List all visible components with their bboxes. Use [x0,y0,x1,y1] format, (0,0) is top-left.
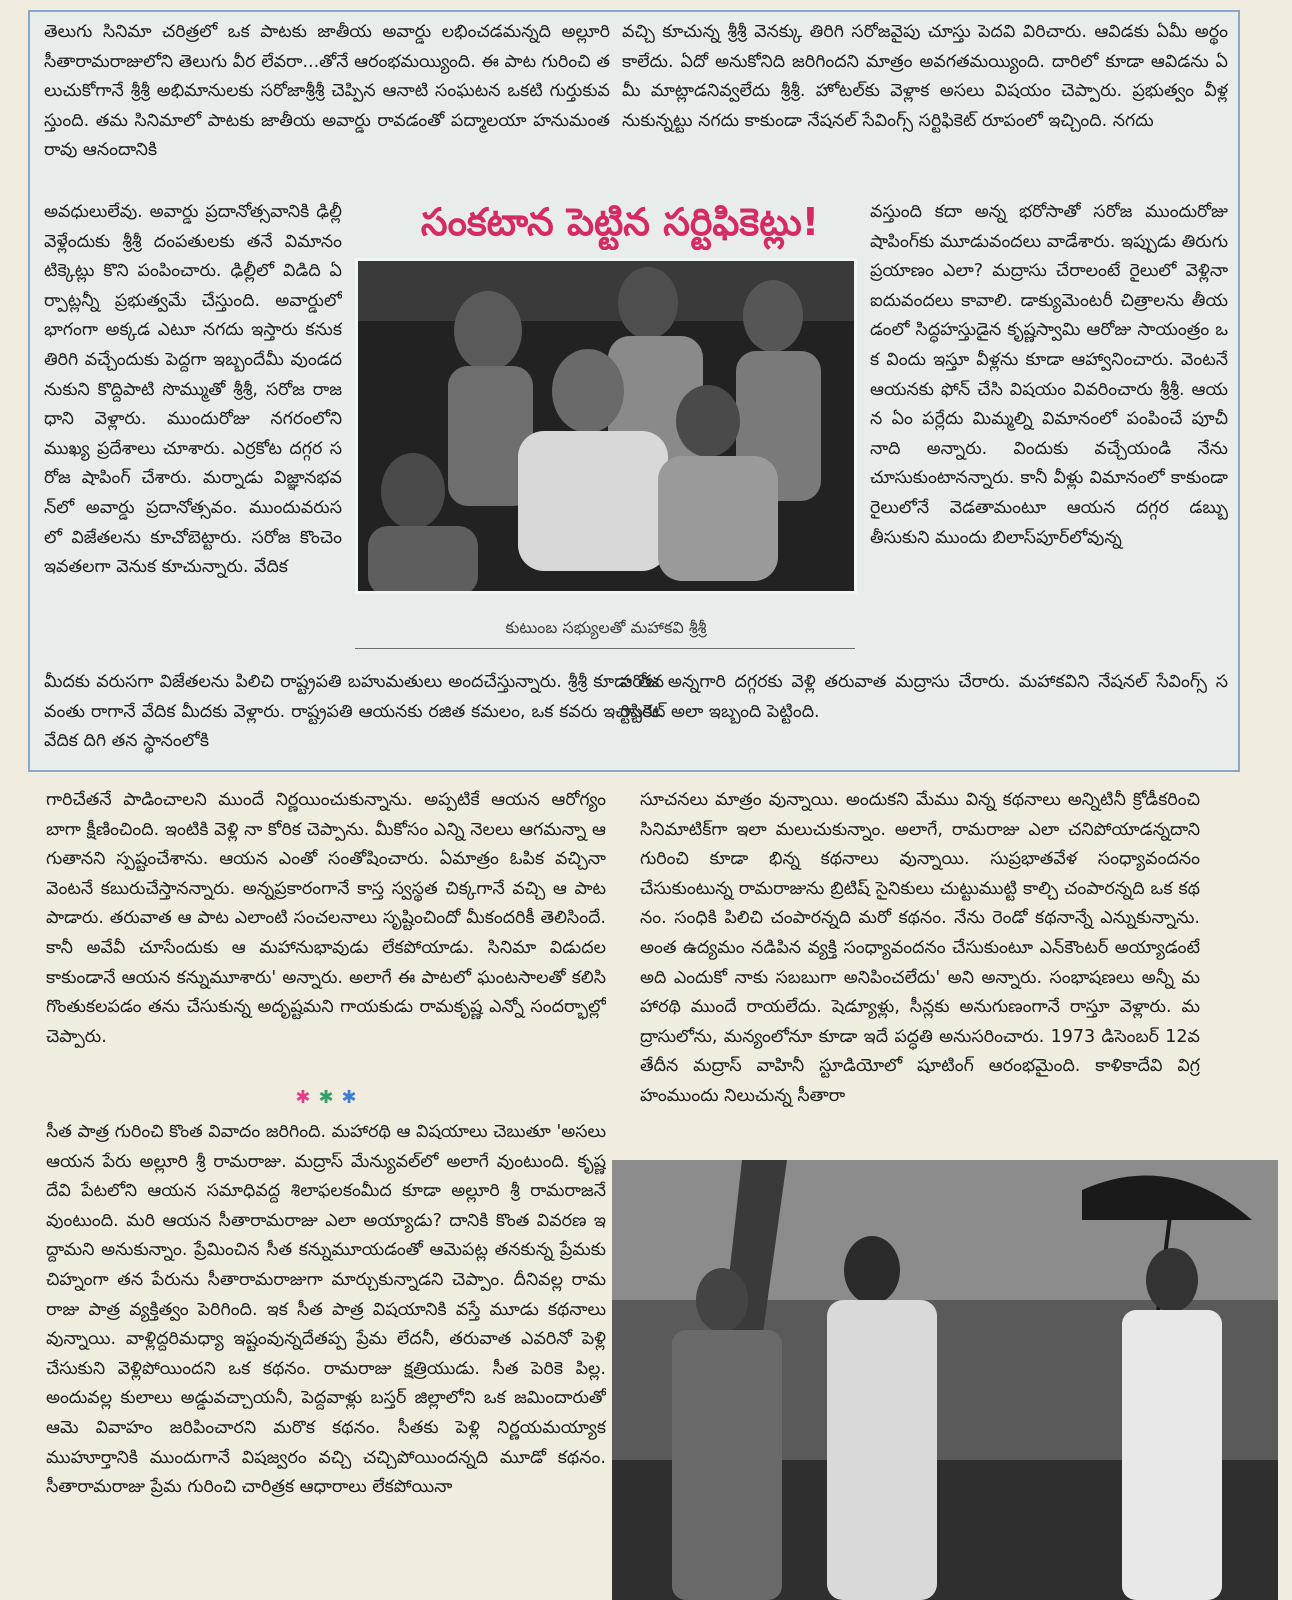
article-text-left-top: గారిచేతనే పాడించాలని ముందే నిర్ణయించుకున్నాను. అప్పటికే ఆయన ఆరోగ్యం బాగా క్షీణించింది. ఇంటికి వెళ్లి నా కోరిక చెప్పాను. మీకోసం ఎన్ని నెలలు ఆగమన్నా ఆగుతానని స్పష్టంచేశాను. ఆయన ఎంతో సంతోషించారు. ఏమాత్రం ఓపిక వచ్చినా వెంటనే కబురుచేస్తానన్నారు. అన్నప్రకారంగానే కాస్త స్వస్థత చిక్కగానే వచ్చి ఆ పాట పాడారు. తరువాత ఆ పాట ఎలాంటి సంచలనాలు సృష్టించిందో మీకందరికీ తెలిసిందే. కానీ అవేవీ చూసేందుకు ఆ మహానుభావుడు లేకపోయాడు. సినిమా విడుదలకాకుండానే ఆయన కన్నుమూశారు' అన్నారు. అలాగే ఈ పాటలో ఘంటసాలతో కలిసి గొంతుకలపడం తను చేసుకున్న అదృష్టమని గాయకుడు రామకృష్ణ ఎన్నో సందర్భాల్లో చెప్పారు. [46,790,606,1047]
sidebar-text-left-bot: మీదకు వరుసగా విజేతలను పిలిచి రాష్ట్రపతి బహుమతులు అందచేస్తున్నారు. శ్రీశ్రీ కూడా తనవంతు రాగానే వేదిక మీదకు వెళ్లారు. రాష్ట్రపతి ఆయనకు రజిత కమలం, ఒక కవరు ఇచ్చారు. వేదిక దిగి తన స్థానంలోకి [44,672,664,752]
sidebar-text-left-mid: అవధులులేవు. అవార్డు ప్రదానోత్సవానికి ఢిల్లీ వెళ్లేందుకు శ్రీశ్రీ దంపతులకు తనే విమానం టిక్కెట్లు కొని పంపించారు. ఢిల్లీలో విడిది ఏర్పాట్లన్నీ ప్రభుత్వమే చేస్తుంది. అవార్డులో భాగంగా అక్కడ ఎటూ నగదు ఇస్తారు కనుక తిరిగి వచ్చేందుకు పెద్దగా ఇబ్బందేమీ వుండదనుకుని కొద్దిపాటి సొమ్ముతో శ్రీశ్రీ, సరోజ రాజధాని వెళ్లారు. ముందురోజు నగరంలోని ముఖ్య ప్రదేశాలు చూశారు. ఎర్రకోట దగ్గర సరోజ షాపింగ్ చేశారు. మర్నాడు విజ్ఞానభవన్‌లో అవార్డు ప్రదానోత్సవం. ముందువరుసలో విజేతలను కూచోబెట్టారు. సరోజ కొంచెం ఇవతలగా వెనుక కూచున్నారు. వేదిక [44,202,342,578]
sidebar-box [28,10,1240,772]
sidebar-headline: సంకటాన పెట్టిన సర్టిఫికెట్లు! [420,200,820,244]
sidebar-text-right-mid: వస్తుంది కదా అన్న భరోసాతో సరోజ ముందురోజు షాపింగ్‌కు మూడువందలు వాడేశారు. ఇప్పుడు తిరుగు ప్రయాణం ఎలా? మద్రాసు చేరాలంటే రైలులో వెళ్లినా ఐదువందలు కావాలి. డాక్యుమెంటరీ చిత్రాలను తీయడంలో సిద్ధహస్తుడైన కృష్ణస్వామి ఆరోజు సాయంత్రం ఒక విందు ఇస్తూ వీళ్లను కూడా ఆహ్వానించారు. వెంటనే ఆయనకు ఫోన్ చేసి విషయం వివరించారు శ్రీశ్రీ. ఆయన ఏం పర్లేదు మిమ్మల్ని విమానంలో పంపించే పూచీ నాది అన్నారు. విందుకు వచ్చేయండి నేను చూసుకుంటానన్నారు. కానీ వీళ్లు విమానంలో కాకుండా రైలులోనే వెడతామంటూ ఆయన దగ్గర డబ్బు తీసుకుని ముందు బిలాస్‌పూర్‌లోవున్న [870,202,1228,548]
sidebar-text-right-bot: సరోజ అన్నగారి దగ్గరకు వెళ్లి తరువాత మద్రాసు చేరారు. మహాకవిని నేషనల్ సేవింగ్స్ సర్టిఫికెట్ అలా ఇబ్బంది పెట్టింది. [620,672,1228,722]
star-icon: ✱ [341,1087,357,1108]
article-text-left-bottom: సీత పాత్ర గురించి కొంత వివాదం జరిగింది. మహారథి ఆ విషయాలు చెబుతూ 'అసలు ఆయన పేరు అల్లూరి శ్రీ రామరాజు. మద్రాస్ మేన్యువల్‌లో అలాగే వుంటుంది. కృష్ణదేవి పేటలోని ఆయన సమాధివద్ద శిలాఫలకంమీద కూడా అల్లూరి శ్రీ రామరాజనే వుంటుంది. మరి ఆయన సీతారామరాజు ఎలా అయ్యాడు? దానికి కొంత వివరణ ఇద్దామని అనుకున్నాం. ప్రేమించిన సీత కన్నుమూయడంతో ఆమెపట్ల తనకున్న ప్రేమకు చిహ్నంగా తన పేరును సీతారామరాజుగా మార్చుకున్నాడని చెప్పాం. దీనివల్ల రామరాజు పాత్ర వ్యక్తిత్వం పెరిగింది. ఇక సీత పాత్ర విషయానికి వస్తే మూడు కథనాలు వున్నాయి. వాళ్లిద్దరిమధ్యా ఇష్టంవున్నదేతప్ప ప్రేమ లేదనీ, తరువాత ఎవరినో పెళ్లి చేసుకుని వెళ్లిపోయిందని ఒక కథనం. రామరాజు క్షత్రియుడు. సీత పెరికె పిల్ల. అందువల్ల కులాలు అడ్డువచ్చాయనీ, పెద్దవాళ్లు బస్తర్ జిల్లాలోని ఒక జమిందారుతో ఆమె వివాహం జరిపించారని మరొక కథనం. సీతకు పెళ్లి నిర్ణయమయ్యాక ముహూర్తానికి ముందుగానే విషజ్వరం వచ్చి చచ్చిపోయిందన్నది మూడో కథనం. సీతారామరాజు ప్రేమ గురించి చారిత్రక ఆధారాలు లేకపోయినా [46,1122,606,1498]
family-photo [355,258,857,594]
sidebar-text-right-top: వచ్చి కూచున్న శ్రీశ్రీ వెనక్కు తిరిగి సరోజవైపు చూస్తు పెదవి విరిచారు. ఆవిడకు ఏమీ అర్థం కాలేదు. ఏదో అనుకోనిది జరిగిందని మాత్రం అవగతమయ్యింది. దారిలో కూడా ఆవిడను ఏమీ మాట్లాడనివ్వలేదు శ్రీశ్రీ. హోటల్‌కు వెళ్లాక అసలు విషయం చెప్పారు. ప్రభుత్వం వీళ్లనుకున్నట్టు నగదు కాకుండా నేషనల్ సేవింగ్స్ సర్టిఫికెట్ రూపంలో ఇచ్చింది. నగదు [622,22,1228,131]
sidebar-text-left-top: తెలుగు సినిమా చరిత్రలో ఒక పాటకు జాతీయ అవార్డు లభించడమన్నది అల్లూరి సీతారామరాజులోని తెలుగు వీర లేవరా...తోనే ఆరంభమయ్యింది. ఈ పాట గురించి తలుచుకోగానే శ్రీశ్రీ అభిమానులకు సరోజాశ్రీశ్రీ చెప్పిన ఆనాటి సంఘటన ఒకటి గుర్తుకువస్తుంది. తమ సినిమాలో పాటకు జాతీయ అవార్డు రావడంతో పద్మాలయా హనుమంతరావు ఆనందానికి [44,22,610,161]
section-break-stars [286,1086,366,1110]
family-photo-image [358,261,854,591]
photo-caption: కుటుంబ సభ్యులతో మహాకవి శ్రీశ్రీ [505,618,707,637]
star-icon: ✱ [295,1087,311,1108]
article-text-right-top: సూచనలు మాత్రం వున్నాయి. అందుకని మేము విన్న కథనాలు అన్నిటినీ క్రోడీకరించి సినిమాటిక్‌గా ఇలా మలుచుకున్నాం. అలాగే, రామరాజు ఎలా చనిపోయాడన్నదాని గురించి కూడా భిన్న కథనాలు వున్నాయి. సుప్రభాతవేళ సంధ్యావందనం చేసుకుంటున్న రామరాజును బ్రిటిష్ సైనికులు చుట్టుముట్టి కాల్చి చంపారన్నది ఒక కథనం. సంధికి పిలిచి చంపారన్నది మరో కథనం. నేను రెండో కథనాన్నే ఎన్నుకున్నాను. అంత ఉద్యమం నడిపిన వ్యక్తి సంధ్యావందనం చేసుకుంటూ ఎన్‌కౌంటర్ అయ్యాడంటే అది ఎందుకో నాకు సబబుగా అనిపించలేదు' అని అన్నారు. సంభాషణలు అన్నీ మహారథి ముందే రాయలేదు. షెడ్యూళ్లు, సీన్లకు అనుగుణంగానే రాస్తూ వెళ్లారు. మద్రాసులోను, మన్యంలోనూ కూడా ఇదే పద్ధతి అనుసరించారు. 1973 డిసెంబర్ 12వ తేదీన మద్రాస్ వాహినీ స్టూడియోలో షూటింగ్ ఆరంభమైంది. కాళికాదేవి విగ్రహంముందు నిలుచున్న సీతారా [640,790,1200,1106]
caption-divider [355,648,855,649]
film-shooting-photo-image [612,1160,1278,1600]
star-icon: ✱ [318,1087,334,1108]
film-shooting-photo [612,1160,1278,1600]
